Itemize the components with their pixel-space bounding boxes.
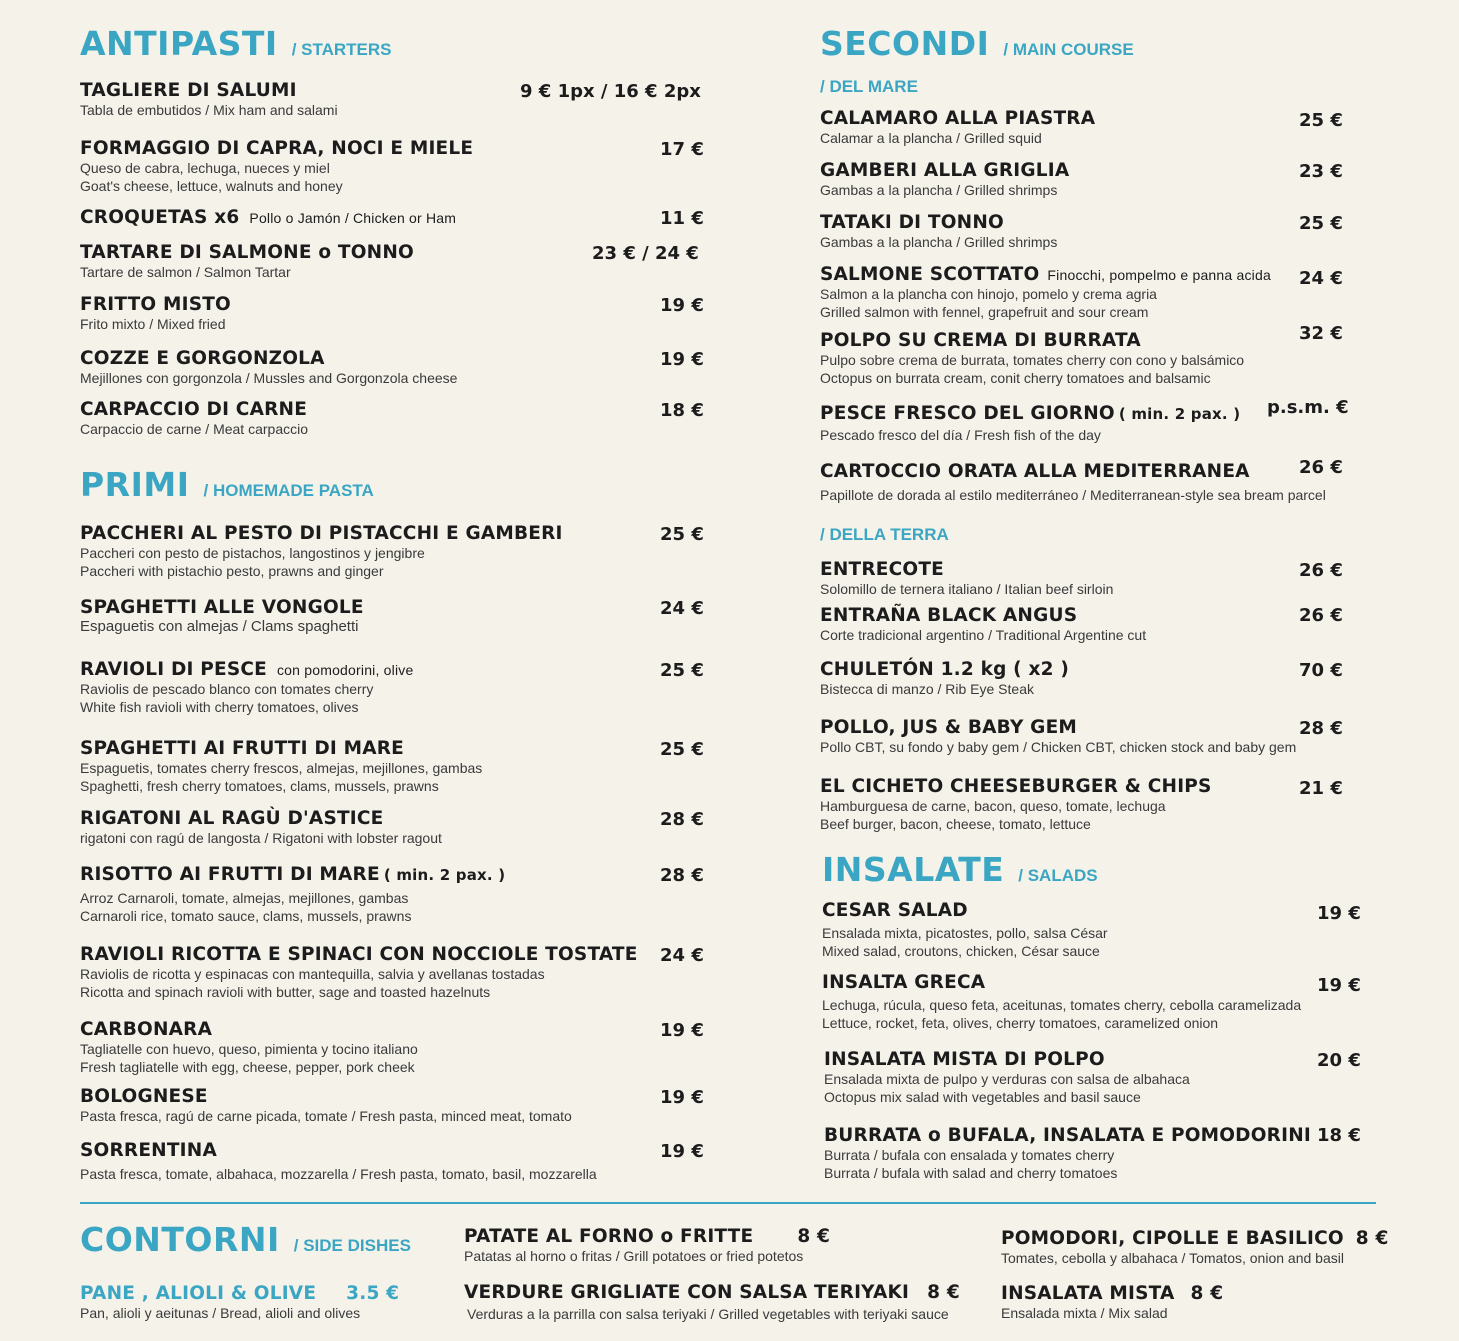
item-price: 19 € <box>660 1020 704 1041</box>
section-subtitle: / HOMEMADE PASTA <box>203 481 374 500</box>
item-desc: Ensalada mixta de pulpo y verduras con salsa de albahaca <box>824 1071 1190 1087</box>
section-title: PRIMI <box>80 465 190 504</box>
menu-item <box>820 403 1240 444</box>
menu-item <box>80 523 563 580</box>
item-price: 18 € <box>660 400 704 421</box>
item-name: RAVIOLI DI PESCE <box>80 659 267 680</box>
item-name: TAGLIERE DI SALUMI <box>80 80 297 101</box>
menu-item <box>820 659 1069 698</box>
item-desc: Calamar a la plancha / Grilled squid <box>820 130 1042 146</box>
item-desc: Solomillo de ternera italiano / Italian beef sirloin <box>820 581 1114 597</box>
menu-item <box>820 717 1296 756</box>
item-min-pax: ( min. 2 pax. ) <box>1118 405 1241 423</box>
item-price: 24 € <box>660 598 704 619</box>
menu-item <box>820 160 1069 199</box>
item-name: EL CICHETO CHEESEBURGER & CHIPS <box>820 776 1212 797</box>
item-price: 17 € <box>660 139 704 160</box>
menu-item <box>820 212 1057 251</box>
item-desc: Goat's cheese, lettuce, walnuts and honey <box>80 178 343 194</box>
item-name: COZZE E GORGONZOLA <box>80 348 325 369</box>
menu-item <box>80 1140 597 1183</box>
item-desc: Carpaccio de carne / Meat carpaccio <box>80 421 308 437</box>
item-name: FORMAGGIO DI CAPRA, NOCI E MIELE <box>80 138 474 159</box>
menu-item <box>80 597 364 636</box>
item-desc: Ricotta and spinach ravioli with butter, sage and toasted hazelnuts <box>80 984 491 1000</box>
subsection-della-terra: / DELLA TERRA <box>820 525 949 544</box>
section-title: ANTIPASTI <box>80 24 278 63</box>
item-desc: Queso de cabra, lechuga, nueces y miel <box>80 160 330 176</box>
item-price: 8 € <box>797 1226 831 1247</box>
menu-item <box>80 207 456 228</box>
menu-item <box>80 294 231 333</box>
subsection-del-mare: / DEL MARE <box>820 77 918 96</box>
item-name: CALAMARO ALLA PIASTRA <box>820 108 1096 129</box>
item-price: 23 € / 24 € <box>592 243 699 264</box>
item-desc: Papillote de dorada al estilo mediterráneo / Mediterranean-style sea bream parcel <box>820 487 1326 503</box>
menu-item <box>80 1086 572 1125</box>
item-price: 8 € <box>1190 1283 1224 1304</box>
item-name: PATATE AL FORNO o FRITTE <box>464 1226 754 1247</box>
item-name: POLPO SU CREMA DI BURRATA <box>820 330 1141 351</box>
antipasti-heading <box>80 24 392 63</box>
item-desc: Burrata / bufala with salad and cherry tomatoes <box>824 1165 1118 1181</box>
item-desc: Arroz Carnaroli, tomate, almejas, mejillones, gambas <box>80 890 409 906</box>
item-desc: Verduras a la parrilla con salsa teriyaki / Grilled vegetables with teriyaki sauce <box>467 1306 949 1322</box>
menu-item <box>820 605 1146 644</box>
item-desc: Tartare de salmon / Salmon Tartar <box>80 264 291 280</box>
item-price: 9 € 1px / 16 € 2px <box>520 81 701 102</box>
item-desc: Mixed salad, croutons, chicken, César sauce <box>822 943 1100 959</box>
menu-item <box>464 1226 830 1265</box>
item-name: PESCE FRESCO DEL GIORNO <box>820 403 1115 424</box>
item-desc: Corte tradicional argentino / Traditional Argentine cut <box>820 627 1147 643</box>
item-desc: Pan, alioli y aeitunas / Bread, alioli and olives <box>80 1305 361 1321</box>
item-desc: Espaguetis con almejas / Clams spaghetti <box>80 618 359 635</box>
item-price: 8 € <box>927 1282 960 1303</box>
item-price: 23 € <box>1299 161 1343 182</box>
item-desc: Pescado fresco del día / Fresh fish of the day <box>820 427 1101 443</box>
item-desc: Paccheri con pesto de pistachos, langostinos y jengibre <box>80 545 425 561</box>
menu-item <box>80 138 473 195</box>
item-name: FRITTO MISTO <box>80 294 231 315</box>
item-desc: Espaguetis, tomates cherry frescos, almejas, mejillones, gambas <box>80 760 483 776</box>
item-desc: Octopus mix salad with vegetables and basil sauce <box>824 1089 1141 1105</box>
item-name: CESAR SALAD <box>822 900 968 921</box>
item-name: RIGATONI AL RAGÙ D'ASTICE <box>80 808 384 829</box>
item-desc: Fresh tagliatelle with egg, cheese, pepper, pork cheek <box>80 1059 415 1075</box>
secondi-heading <box>820 24 1134 63</box>
item-price: 8 € <box>1355 1228 1389 1249</box>
item-desc: Ensalada mixta, picatostes, pollo, salsa César <box>822 925 1108 941</box>
item-name: CARPACCIO DI CARNE <box>80 399 308 420</box>
item-name: VERDURE GRIGLIATE CON SALSA TERIYAKI <box>464 1282 910 1303</box>
item-desc: Grilled salmon with fennel, grapefruit and sour cream <box>820 304 1149 320</box>
insalate-heading <box>822 850 1098 889</box>
menu-item <box>820 776 1212 833</box>
section-divider <box>80 1202 1376 1204</box>
item-desc: Pulpo sobre crema de burrata, tomates cherry con cono y balsámico <box>820 352 1245 368</box>
item-name: ENTRAÑA BLACK ANGUS <box>820 605 1078 626</box>
item-price: 70 € <box>1299 660 1343 681</box>
item-name: GAMBERI ALLA GRIGLIA <box>820 160 1070 181</box>
item-name: CARBONARA <box>80 1019 213 1040</box>
menu-item <box>1001 1228 1389 1267</box>
item-price: 19 € <box>660 349 704 370</box>
item-name: PANE , ALIOLI & OLIVE <box>80 1283 317 1304</box>
menu-item <box>1001 1283 1223 1322</box>
menu-item <box>80 80 338 119</box>
item-price: 25 € <box>660 660 704 681</box>
item-price: p.s.m. € <box>1267 397 1349 418</box>
section-subtitle: / MAIN COURSE <box>1003 40 1134 59</box>
item-desc: Raviolis de pescado blanco con tomates cherry <box>80 681 374 697</box>
item-name: SPAGHETTI AI FRUTTI DI MARE <box>80 738 405 759</box>
item-price: 11 € <box>660 208 704 229</box>
menu-item <box>822 972 1301 1032</box>
menu-item <box>80 399 308 438</box>
item-price: 21 € <box>1299 778 1343 799</box>
item-name: TATAKI DI TONNO <box>820 212 1004 233</box>
item-price: 25 € <box>660 739 704 760</box>
item-price: 28 € <box>660 809 704 830</box>
item-price: 26 € <box>1299 457 1343 478</box>
item-desc: Octopus on burrata cream, conit cherry tomatoes and balsamic <box>820 370 1211 386</box>
item-desc: Gambas a la plancha / Grilled shrimps <box>820 182 1058 198</box>
section-title: INSALATE <box>822 850 1005 889</box>
item-desc: Raviolis de ricotta y espinacas con mantequilla, salvia y avellanas tostadas <box>80 966 545 982</box>
section-title: SECONDI <box>820 24 990 63</box>
menu-item <box>80 659 413 716</box>
section-subtitle: / SALADS <box>1018 866 1098 885</box>
menu-item <box>80 242 414 281</box>
item-desc: Hamburguesa de carne, bacon, queso, tomate, lechuga <box>820 798 1166 814</box>
menu-item <box>80 864 505 925</box>
item-name: ENTRECOTE <box>820 559 944 580</box>
menu-item <box>80 808 442 847</box>
section-subtitle: / SIDE DISHES <box>293 1236 411 1255</box>
item-note: Finocchi, pompelmo e panna acida <box>1047 267 1271 283</box>
item-price: 28 € <box>1299 718 1343 739</box>
item-price: 19 € <box>1317 975 1361 996</box>
item-name: POLLO, JUS & BABY GEM <box>820 717 1078 738</box>
item-name: CHULETÓN 1.2 kg ( x2 ) <box>820 659 1069 680</box>
item-desc: Carnaroli rice, tomato sauce, clams, mussels, prawns <box>80 908 412 924</box>
item-name: INSALATA MISTA DI POLPO <box>824 1049 1105 1070</box>
item-desc: Lettuce, rocket, feta, olives, cherry tomatoes, caramelized onion <box>822 1015 1219 1031</box>
item-name: POMODORI, CIPOLLE E BASILICO <box>1001 1228 1344 1249</box>
section-subtitle: / STARTERS <box>291 40 392 59</box>
item-price: 32 € <box>1299 323 1343 344</box>
item-note: Pollo o Jamón / Chicken or Ham <box>249 210 457 226</box>
item-price: 26 € <box>1299 560 1343 581</box>
menu-item <box>80 1283 399 1322</box>
item-name: INSALTA GRECA <box>822 972 986 993</box>
item-name: CROQUETAS x6 <box>80 207 240 228</box>
menu-item <box>820 264 1271 321</box>
item-price: 24 € <box>660 945 704 966</box>
item-price: 25 € <box>660 524 704 545</box>
item-desc: Pasta fresca, tomate, albahaca, mozzarella / Fresh pasta, tomato, basil, mozzarella <box>80 1166 597 1182</box>
menu-item <box>80 944 638 1001</box>
item-name: INSALATA MISTA <box>1001 1283 1175 1304</box>
item-price: 25 € <box>1299 213 1343 234</box>
item-desc: Tabla de embutidos / Mix ham and salami <box>80 102 338 118</box>
item-desc: Pollo CBT, su fondo y baby gem / Chicken CBT, chicken stock and baby gem <box>820 739 1297 755</box>
item-name: SALMONE SCOTTATO <box>820 264 1040 285</box>
item-price: 24 € <box>1299 268 1343 289</box>
menu-item <box>820 108 1095 147</box>
item-name: BOLOGNESE <box>80 1086 208 1107</box>
item-name: PACCHERI AL PESTO DI PISTACCHI E GAMBERI <box>80 523 563 544</box>
item-price: 19 € <box>660 1141 704 1162</box>
item-desc: Spaghetti, fresh cherry tomatoes, clams, mussels, prawns <box>80 778 439 794</box>
item-name: RISOTTO AI FRUTTI DI MARE <box>80 864 380 885</box>
item-price: 19 € <box>660 1087 704 1108</box>
menu-item <box>820 559 1113 598</box>
item-desc: Beef burger, bacon, cheese, tomato, lettuce <box>820 816 1091 832</box>
menu-item <box>80 348 457 387</box>
menu-item <box>80 738 482 795</box>
item-name: CARTOCCIO ORATA ALLA MEDITERRANEA <box>820 461 1250 482</box>
item-desc: Salmon a la plancha con hinojo, pomelo y crema agria <box>820 286 1157 302</box>
menu-item <box>80 1019 418 1076</box>
section-title: CONTORNI <box>80 1220 280 1259</box>
item-desc: Paccheri with pistachio pesto, prawns and ginger <box>80 563 384 579</box>
item-desc: rigatoni con ragú de langosta / Rigatoni with lobster ragout <box>80 830 442 846</box>
item-price: 28 € <box>660 865 704 886</box>
item-price: 26 € <box>1299 605 1343 626</box>
item-price: 3.5 € <box>346 1283 400 1304</box>
menu-item <box>824 1125 1311 1182</box>
menu-item <box>822 900 1108 960</box>
item-desc: Burrata / bufala con ensalada y tomates cherry <box>824 1147 1115 1163</box>
item-desc: Pasta fresca, ragú de carne picada, tomate / Fresh pasta, minced meat, tomato <box>80 1108 572 1124</box>
menu-item <box>820 461 1326 504</box>
menu-item <box>824 1049 1190 1106</box>
item-price: 18 € <box>1317 1125 1361 1146</box>
item-desc: Tagliatelle con huevo, queso, pimienta y tocino italiano <box>80 1041 418 1057</box>
item-min-pax: ( min. 2 pax. ) <box>383 866 506 884</box>
item-name: SORRENTINA <box>80 1140 217 1161</box>
menu-item <box>464 1282 960 1323</box>
item-desc: Tomates, cebolla y albahaca / Tomatos, onion and basil <box>1001 1250 1344 1266</box>
menu-item <box>820 330 1244 387</box>
item-price: 20 € <box>1317 1050 1361 1071</box>
item-desc: Patatas al horno o fritas / Grill potatoes or fried potetos <box>464 1248 804 1264</box>
item-name: TARTARE DI SALMONE o TONNO <box>80 242 414 263</box>
item-price: 25 € <box>1299 110 1343 131</box>
item-note: con pomodorini, olive <box>276 662 414 678</box>
item-desc: Bistecca di manzo / Rib Eye Steak <box>820 681 1034 697</box>
item-name: RAVIOLI RICOTTA E SPINACI CON NOCCIOLE TOSTATE <box>80 944 638 965</box>
primi-heading <box>80 465 374 504</box>
item-name: BURRATA o BUFALA, INSALATA E POMODORINI <box>824 1125 1311 1146</box>
item-desc: Lechuga, rúcula, queso feta, aceitunas, tomates cherry, cebolla caramelizada <box>822 997 1302 1013</box>
item-desc: Frito mixto / Mixed fried <box>80 316 226 332</box>
item-price: 19 € <box>1317 903 1361 924</box>
item-name: SPAGHETTI ALLE VONGOLE <box>80 597 364 618</box>
item-desc: Gambas a la plancha / Grilled shrimps <box>820 234 1058 250</box>
item-desc: Mejillones con gorgonzola / Mussles and Gorgonzola cheese <box>80 370 458 386</box>
contorni-heading <box>80 1220 411 1259</box>
item-desc: White fish ravioli with cherry tomatoes, olives <box>80 699 359 715</box>
item-desc: Ensalada mixta / Mix salad <box>1001 1305 1168 1321</box>
item-price: 19 € <box>660 295 704 316</box>
